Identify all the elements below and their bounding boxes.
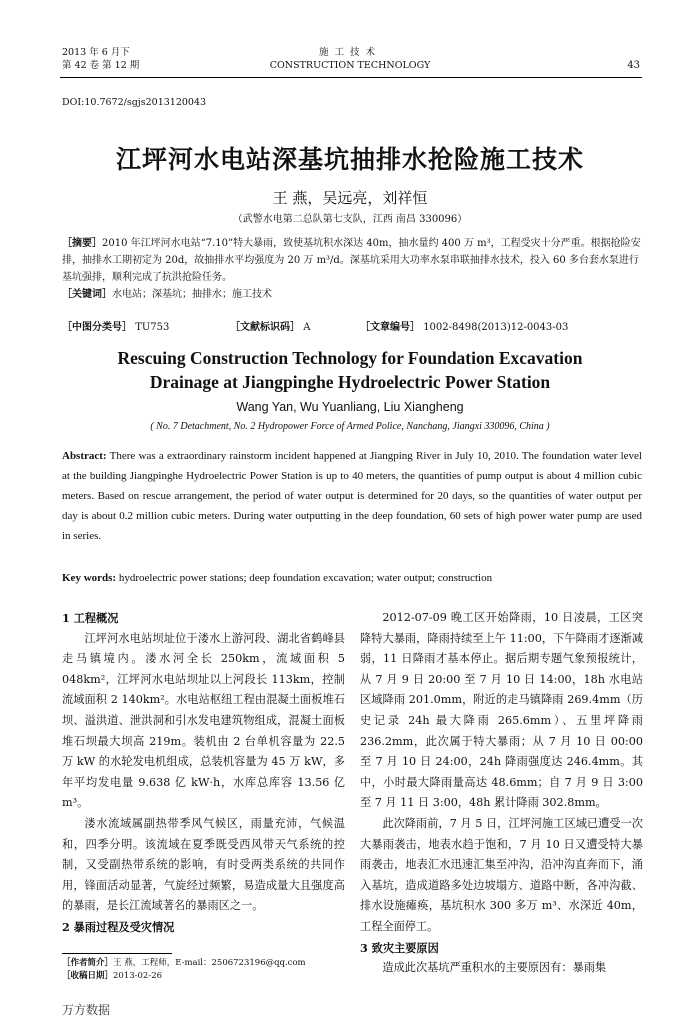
issue-date: 2013 年 6 月下 <box>62 47 130 58</box>
journal-name <box>250 46 450 72</box>
keywords-cn-label: ［关键词］ <box>62 289 112 300</box>
section-1-paragraph-1: 江坪河水电站坝址位于溇水上游河段、湖北省鹤峰县走马镇境内。溇水河全长 250km，流域面积 5 048km²，江坪河水电站坝址以上河段长 113km，控制流域面积 2 140km²。水电站枢纽工程由混凝土面板堆石坝、溢洪道、泄洪洞和引水发电建筑物组成，混凝土面板堆石坝最大坝高 219m。装机由 2 台单机容量为 22.5 万 kW 的水轮发电机组成，总装机容量为 45 万 kW，多年平均发电量 9.638 亿 kW·h，水库总库容 13.56 亿 m³。 <box>62 631 345 810</box>
section-2-heading: 2 暴雨过程及受灾情况 <box>62 919 175 934</box>
keywords-cn-text: 水电站；深基坑；抽排水；施工技术 <box>112 289 272 300</box>
abstract-en-label: Abstract: <box>62 450 107 462</box>
issue-volume: 第 42 卷 第 12 期 <box>62 60 140 71</box>
article-label: ［文章编号］ <box>360 322 420 333</box>
section-3-heading: 3 致灾主要原因 <box>360 940 439 955</box>
journal-name-cn: 施工技术 <box>318 47 381 58</box>
body-column-left <box>62 608 345 938</box>
section-2-paragraph-2: 此次降雨前，7 月 5 日，江坪河施工区域已遭受一次大暴雨袭击，地表水趋于饱和，7 月 10 日又遭受特大暴雨袭击，地表汇水迅速汇集至冲沟，沿冲沟直奔而下，涌入基坑，造成道路多处边坡塌方、道路中断，各冲沟截、排水设施瘫痪，基坑积水 300 多万 m³、水深近 40m，工程全面停工。 <box>360 816 643 933</box>
doc-label: ［文献标识码］ <box>230 322 300 333</box>
clc-number <box>62 318 169 333</box>
footnote-rule <box>62 953 172 954</box>
section-3-paragraph-1: 造成此次基坑严重积水的主要原因有：暴雨集 <box>382 961 607 975</box>
title-en-line1: Rescuing Construction Technology for Foundation Excavation <box>117 348 583 368</box>
footnote <box>62 957 306 983</box>
section-1-heading: 1 工程概况 <box>62 611 119 625</box>
keywords-cn <box>62 286 642 303</box>
received-date-label: ［收稿日期］ <box>62 971 114 981</box>
received-date-text: 2013-02-26 <box>113 971 163 981</box>
article-number <box>360 318 568 333</box>
abstract-cn <box>62 235 642 303</box>
watermark: 万方数据 <box>62 1003 111 1017</box>
header-rule <box>60 77 642 78</box>
abstract-cn-body <box>62 235 642 286</box>
body-column-right <box>360 608 643 979</box>
author-bio <box>62 957 306 970</box>
abstract-en-text: There was a extraordinary rainstorm incident happened at Jiangping River in July 10, 2010. The foundation water level at the building Jiangpinghe Hydroelectric Power Station is up to 40 meters, the quantities of pump output is about 4 million cubic meters. Based on rescue arrangement, the period of water output is determined for 20 days, so the quantities of water output per day is about 0.2 million cubic meters. During water outputting in the deep foundation, 60 sets of high power water pump are used in series. <box>62 450 642 542</box>
author-bio-text: 王 燕，工程师，E-mail：2506723196@qq.com <box>113 958 306 968</box>
journal-name-en: CONSTRUCTION TECHNOLOGY <box>269 60 431 71</box>
affiliation-en: ( No. 7 Detachment, No. 2 Hydropower Force of Armed Police, Nanchang, Jiangxi 330096, China ) <box>150 421 550 432</box>
section-1-paragraph-2: 溇水流域属副热带季风气候区，雨量充沛，气候温和，四季分明。该流域在夏季既受西风带天气系统的控制，又受副热带系统的影响，有时受两类系统的共同作用，锋面活动显著，气旋经过频繁，易造成量大且强度高的暴雨，是长江流域著名的暴雨区之一。 <box>62 816 345 913</box>
keywords-en-label: Key words: <box>62 572 117 584</box>
doi: DOI:10.7672/sgjs2013120043 <box>62 97 207 108</box>
abstract-cn-text: 2010 年江坪河水电站“7.10”特大暴雨，致使基坑积水深达 40m，抽水量约 400 万 m³，工程受灾十分严重。根据抢险安排，抽排水工期初定为 20d，故抽排水平均强度为 20 万 m³/d。深基坑采用大功率水泵串联抽排水技术，投入 60 多台套水泵进行基坑强排，顺利完成了抗洪抢险任务。 <box>62 238 641 283</box>
abstract-cn-label: ［摘要］ <box>62 238 102 249</box>
keywords-en <box>62 570 642 586</box>
issue-info <box>62 46 139 72</box>
author-bio-label: ［作者简介］ <box>62 958 114 968</box>
clc-label: ［中图分类号］ <box>62 322 132 333</box>
affiliation-cn: （武警水电第二总队第七支队，江西 南昌 330096） <box>232 214 468 225</box>
page-number: 43 <box>627 60 640 71</box>
clc-value: TU753 <box>135 322 170 333</box>
article-title-cn: 江坪河水电站深基坑抽排水抢险施工技术 <box>115 145 584 174</box>
received-date <box>62 970 306 983</box>
article-value: 1002-8498(2013)12-0043-03 <box>423 322 569 333</box>
doc-code <box>230 318 310 333</box>
article-title-en <box>0 346 700 394</box>
authors-cn: 王 燕，吴远亮，刘祥恒 <box>272 189 428 207</box>
title-en-line2: Drainage at Jiangpinghe Hydroelectric Power Station <box>149 372 551 392</box>
abstract-en <box>62 446 642 546</box>
keywords-en-text: hydroelectric power stations; deep foundation excavation; water output; construction <box>118 572 493 584</box>
section-2-paragraph-1: 2012-07-09 晚工区开始降雨，10 日凌晨，工区突降特大暴雨，降雨持续至上午 11:00，下午降雨才逐渐减弱，11 日降雨才基本停止。据后期专题气象预报统计，从 7 月 9 日 20:00 至 7 月 10 日 14:00，18h 水电站区域降雨 201.0mm，附近的走马镇降雨 269.4mm（历史记录 24h 最大降雨 265.6mm）、五里坪降雨 236.2mm，此次属于特大暴雨；从 7 月 10 日 00:00 至 7 月 10 日 24:00，24h 降雨强度达 246.4mm。其中，小时最大降雨量高达 48.6mm；自 7 月 9 日 3:00 至 7 月 11 日 3:00，48h 累计降雨 302.8mm。 <box>360 611 643 810</box>
doc-value: A <box>303 322 311 333</box>
authors-en: Wang Yan, Wu Yuanliang, Liu Xiangheng <box>236 400 464 414</box>
